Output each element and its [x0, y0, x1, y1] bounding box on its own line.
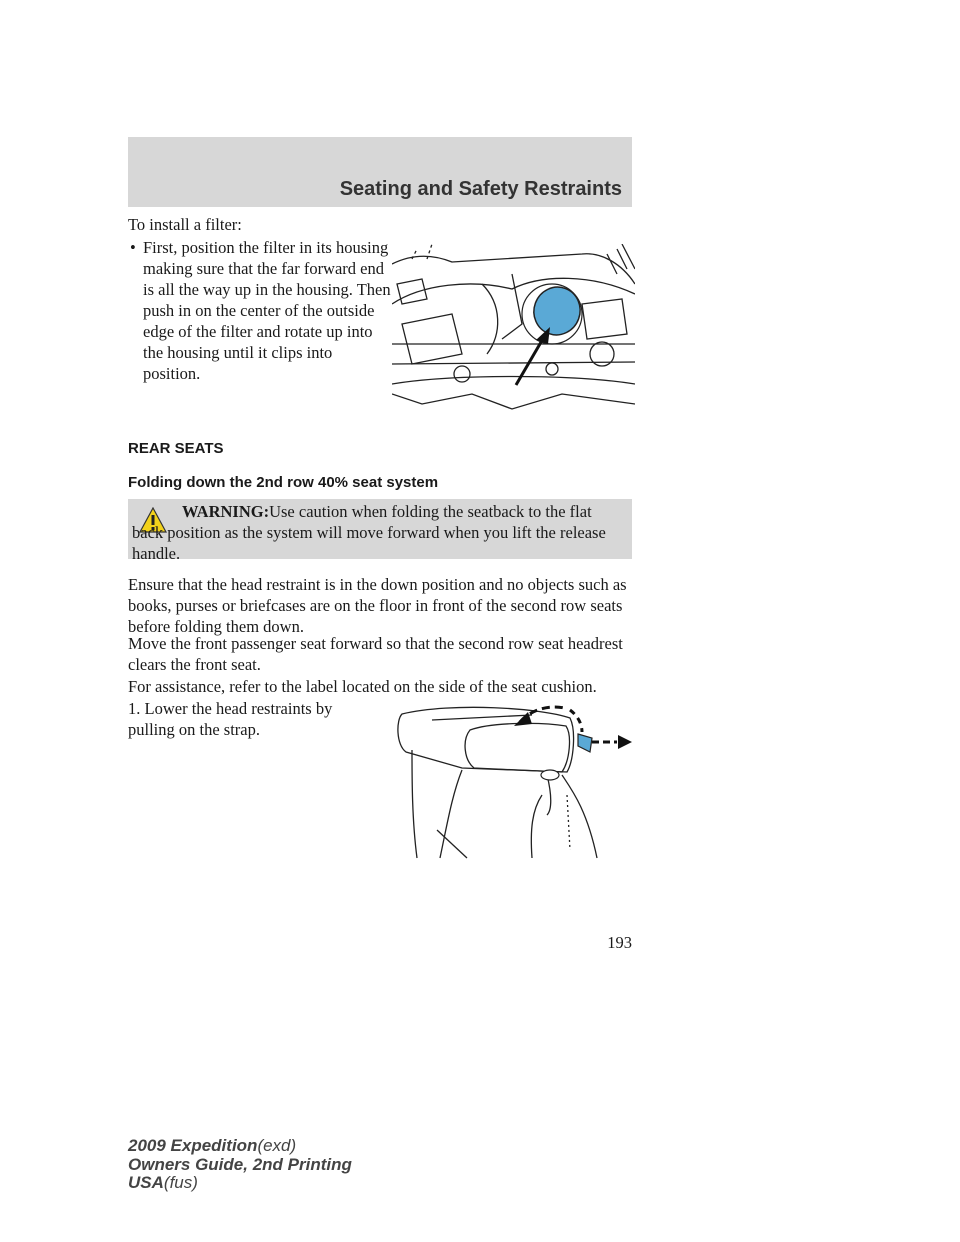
intro-text: To install a filter:	[128, 215, 242, 234]
step-1-text: 1. Lower the head restraints by pulling on the strap.	[128, 699, 333, 739]
bullet-text: First, position the filter in its housing making sure that the far forward end is all the way up in the housing. Then push in on the center of the outside edge of the filter and rotate up into the housing until it clips into position.	[143, 238, 391, 383]
paragraph-ensure: Ensure that the head restraint is in the down position and no objects such as books, purses or briefcases are on the floor in front of the second row seats before folding them down.	[128, 575, 627, 636]
footer-print-info	[128, 1137, 352, 1193]
paragraph-move-seat: Move the front passenger seat forward so that the second row seat headrest clears the front seat.	[128, 634, 623, 674]
footer-market-code: (fus)	[163, 1173, 198, 1192]
warning-label: WARNING:	[182, 502, 270, 521]
footer-market: USA	[128, 1173, 164, 1192]
section-header-band	[128, 137, 632, 207]
warning-text: Use caution when folding the seatback to the flat back position as the system will move forward when you lift the release handle.	[132, 502, 606, 563]
warning-box	[128, 499, 632, 563]
bullet-symbol: •	[130, 238, 136, 257]
heading-rear-seats: REAR SEATS	[128, 440, 224, 457]
footer-model: 2009 Expedition	[128, 1136, 258, 1155]
footer-edition: Owners Guide, 2nd Printing	[128, 1154, 352, 1174]
page-number: 193	[607, 933, 632, 952]
cabin-filter-illustration	[392, 244, 635, 414]
footer-model-code: (exd)	[257, 1136, 297, 1155]
section-title: Seating and Safety Restraints	[339, 178, 622, 200]
warning-text-block	[132, 501, 622, 564]
head-restraint-illustration	[392, 700, 632, 860]
paragraph-assistance: For assistance, refer to the label located on the side of the seat cushion.	[128, 677, 597, 696]
heading-folding: Folding down the 2nd row 40% seat system	[128, 474, 439, 491]
